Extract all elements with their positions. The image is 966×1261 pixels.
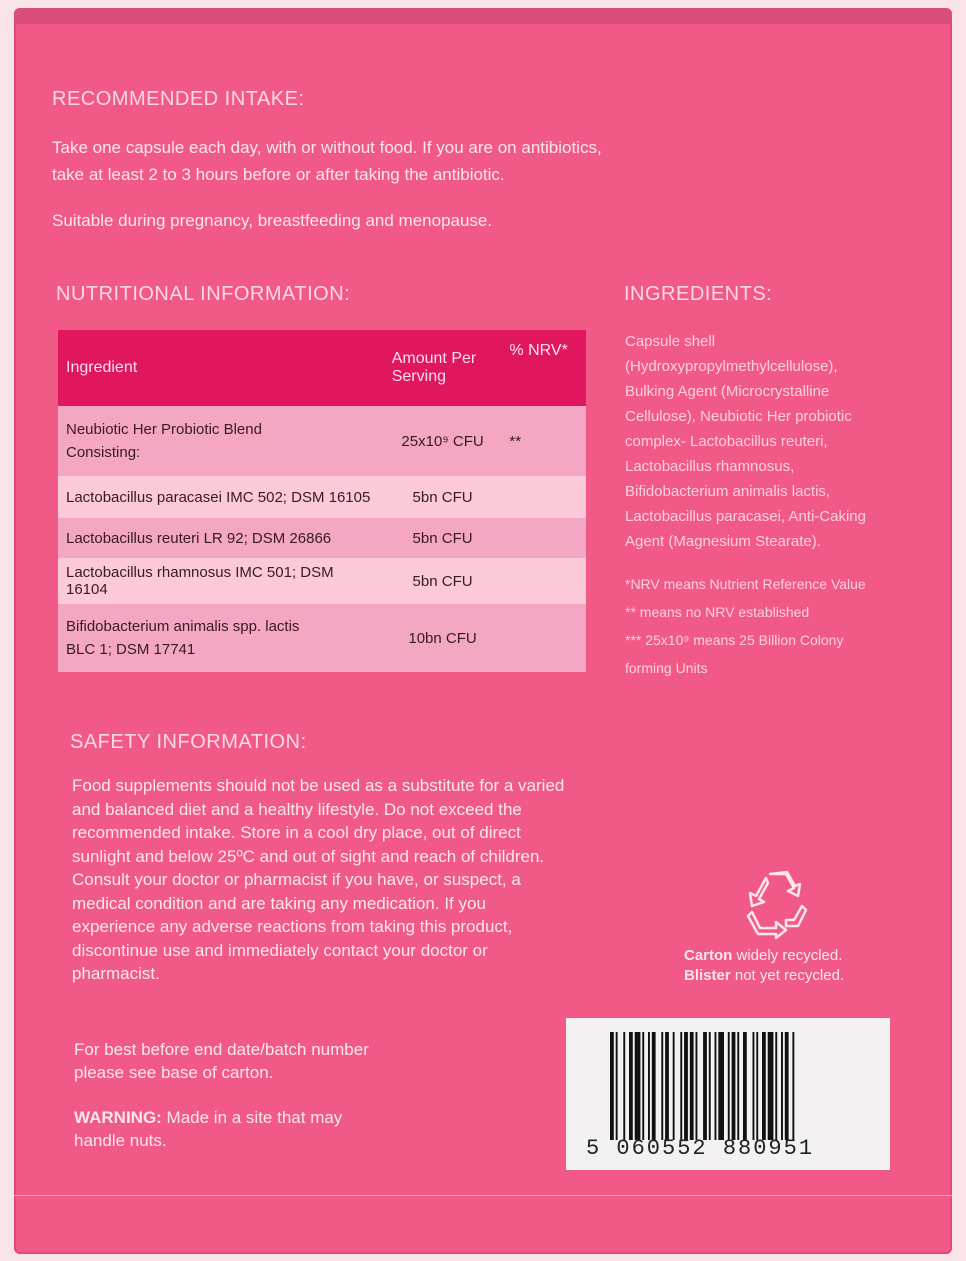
barcode-bar xyxy=(680,1032,682,1140)
best-before-note xyxy=(74,1038,369,1084)
barcode-bar xyxy=(762,1032,766,1140)
barcode-bar xyxy=(696,1032,698,1140)
header-amount: Amount Per Serving xyxy=(384,330,502,406)
safety-line: discontinue use and immediately contact your doctor or xyxy=(72,940,488,960)
note-line: ** means no NRV established xyxy=(625,604,810,620)
nutrition-table xyxy=(58,330,586,672)
ingredients-line: Lactobacillus paracasei, Anti-Caking xyxy=(625,508,866,525)
barcode-bar xyxy=(709,1032,711,1140)
recycling-info xyxy=(684,946,844,986)
table-header-row xyxy=(58,330,586,406)
barcode-bar xyxy=(661,1032,663,1140)
barcode-bar xyxy=(715,1032,717,1140)
ingredients-line: Lactobacillus rhamnosus, xyxy=(625,458,795,475)
ingredients-line: Bulking Agent (Microcrystalline xyxy=(625,383,830,400)
nutrition-heading: NUTRITIONAL INFORMATION: xyxy=(56,283,351,305)
ingredients-notes xyxy=(625,570,866,682)
barcode-bar xyxy=(642,1032,644,1140)
amount-cell: 5bn CFU xyxy=(384,558,502,604)
ingredient-cell xyxy=(58,406,384,476)
table-row xyxy=(58,558,586,604)
barcode-bar xyxy=(629,1032,633,1140)
ingredient-cell xyxy=(58,604,384,672)
barcode-bar xyxy=(665,1032,669,1140)
warning-label: WARNING: xyxy=(74,1108,162,1127)
box-top-flap xyxy=(14,8,952,24)
note-line: *** 25x10⁹ means 25 Billion Colony xyxy=(625,632,844,648)
barcode-bar xyxy=(785,1032,789,1140)
safety-line: Food supplements should not be used as a substitute for a varied xyxy=(72,776,565,795)
ingredients-line: Agent (Magnesium Stearate). xyxy=(625,533,821,550)
barcode-bar xyxy=(753,1032,755,1140)
safety-line: and balanced diet and a healthy lifestyle. Do not exceed the xyxy=(72,799,522,819)
ingredients-line: Capsule shell xyxy=(625,333,716,350)
barcode-bar xyxy=(673,1032,675,1140)
barcode-panel xyxy=(566,1018,890,1170)
header-nrv: % NRV* xyxy=(501,330,586,406)
barcode-bar xyxy=(768,1032,774,1140)
barcode-bar xyxy=(756,1032,758,1140)
warning-note xyxy=(74,1106,342,1152)
ingredient-name: Lactobacillus reuteri LR 92; DSM 26866 xyxy=(58,518,384,558)
ingredient-name: Neubiotic Her Probiotic Blend xyxy=(66,421,262,438)
nrv-cell: ** xyxy=(501,406,586,476)
barcode-bar xyxy=(775,1032,777,1140)
ingredient-name: Lactobacillus rhamnosus IMC 501; DSM 16104 xyxy=(58,558,384,604)
safety-line: medical condition and are taking any medication. If you xyxy=(72,893,486,913)
blister-status: not yet recycled. xyxy=(730,967,845,984)
nrv-cell xyxy=(501,518,586,558)
barcode-bar xyxy=(792,1032,794,1140)
amount-cell: 5bn CFU xyxy=(384,476,502,518)
barcode-bar xyxy=(703,1032,707,1140)
ingredient-name: Bifidobacterium animalis spp. lactis xyxy=(66,618,300,635)
barcode-bar xyxy=(623,1032,625,1140)
best-before-line: please see base of carton. xyxy=(74,1063,274,1082)
nrv-cell xyxy=(501,604,586,672)
barcode-bar xyxy=(648,1032,650,1140)
safety-line: experience any adverse reactions from taking this product, xyxy=(72,917,513,936)
ingredient-subtext: Consisting: xyxy=(66,444,141,461)
amount-cell: 25x10⁹ CFU xyxy=(384,406,502,476)
intake-line-1: Take one capsule each day, with or without food. If you are on antibiotics, xyxy=(52,138,602,157)
barcode-bar xyxy=(737,1032,739,1140)
carton-status: widely recycled. xyxy=(732,947,843,964)
barcode-bar xyxy=(718,1032,724,1140)
barcode-bar xyxy=(635,1032,641,1140)
barcode-bar xyxy=(781,1032,783,1140)
carton-recycling xyxy=(684,946,844,966)
safety-text xyxy=(72,774,564,986)
warning-text: Made in a site that may xyxy=(161,1108,343,1127)
note-line: *NRV means Nutrient Reference Value xyxy=(625,576,866,592)
amount-cell: 5bn CFU xyxy=(384,518,502,558)
warning-line xyxy=(74,1106,342,1129)
barcode-bar xyxy=(690,1032,694,1140)
ingredients-line: Bifidobacterium animalis lactis, xyxy=(625,483,831,500)
barcode-number: 5 060552 880951 xyxy=(586,1136,815,1161)
intake-line-2: take at least 2 to 3 hours before or after taking the antibiotic. xyxy=(52,165,505,184)
amount-cell: 10bn CFU xyxy=(384,604,502,672)
blister-label: Blister xyxy=(684,967,731,984)
blister-recycling xyxy=(684,966,844,986)
ingredient-name: Lactobacillus paracasei IMC 502; DSM 16105 xyxy=(58,476,384,518)
safety-heading: SAFETY INFORMATION: xyxy=(70,731,307,753)
ingredient-subtext: BLC 1; DSM 17741 xyxy=(66,641,196,658)
nrv-cell xyxy=(501,558,586,604)
ingredients-heading: INGREDIENTS: xyxy=(624,283,773,305)
barcode-bars xyxy=(610,1032,854,1140)
header-ingredient: Ingredient xyxy=(58,330,384,406)
barcode-bar xyxy=(616,1032,618,1140)
table-row xyxy=(58,604,586,672)
ingredients-line: (Hydroxypropylmethylcellulose), xyxy=(625,358,838,375)
table-row xyxy=(58,476,586,518)
barcode-bar xyxy=(743,1032,747,1140)
ingredients-line: complex- Lactobacillus reuteri, xyxy=(625,433,828,450)
ingredients-line: Cellulose), Neubiotic Her probiotic xyxy=(625,408,852,425)
table-row xyxy=(58,406,586,476)
barcode-bar xyxy=(732,1032,736,1140)
intake-line-3: Suitable during pregnancy, breastfeeding and menopause. xyxy=(52,211,493,230)
barcode-bar xyxy=(610,1032,614,1140)
ingredients-list xyxy=(625,329,866,554)
nrv-cell xyxy=(501,476,586,518)
carton-label: Carton xyxy=(684,947,733,964)
warning-line: handle nuts. xyxy=(74,1131,167,1150)
safety-line: pharmacist. xyxy=(72,964,160,983)
recycle-icon xyxy=(740,866,816,942)
safety-line: recommended intake. Store in a cool dry place, out of direct xyxy=(72,823,521,842)
note-line: forming Units xyxy=(625,660,708,676)
bottom-divider xyxy=(14,1195,952,1196)
safety-line: sunlight and below 25ºC and out of sight and reach of children. xyxy=(72,846,545,866)
best-before-line: For best before end date/batch number xyxy=(74,1040,369,1059)
safety-line: Consult your doctor or pharmacist if you have, or suspect, a xyxy=(72,870,521,889)
barcode-bar xyxy=(652,1032,656,1140)
table-row xyxy=(58,518,586,558)
product-box-back xyxy=(14,8,952,1254)
barcode-bar xyxy=(728,1032,730,1140)
intake-heading: RECOMMENDED INTAKE: xyxy=(52,88,305,110)
barcode-bar xyxy=(684,1032,688,1140)
